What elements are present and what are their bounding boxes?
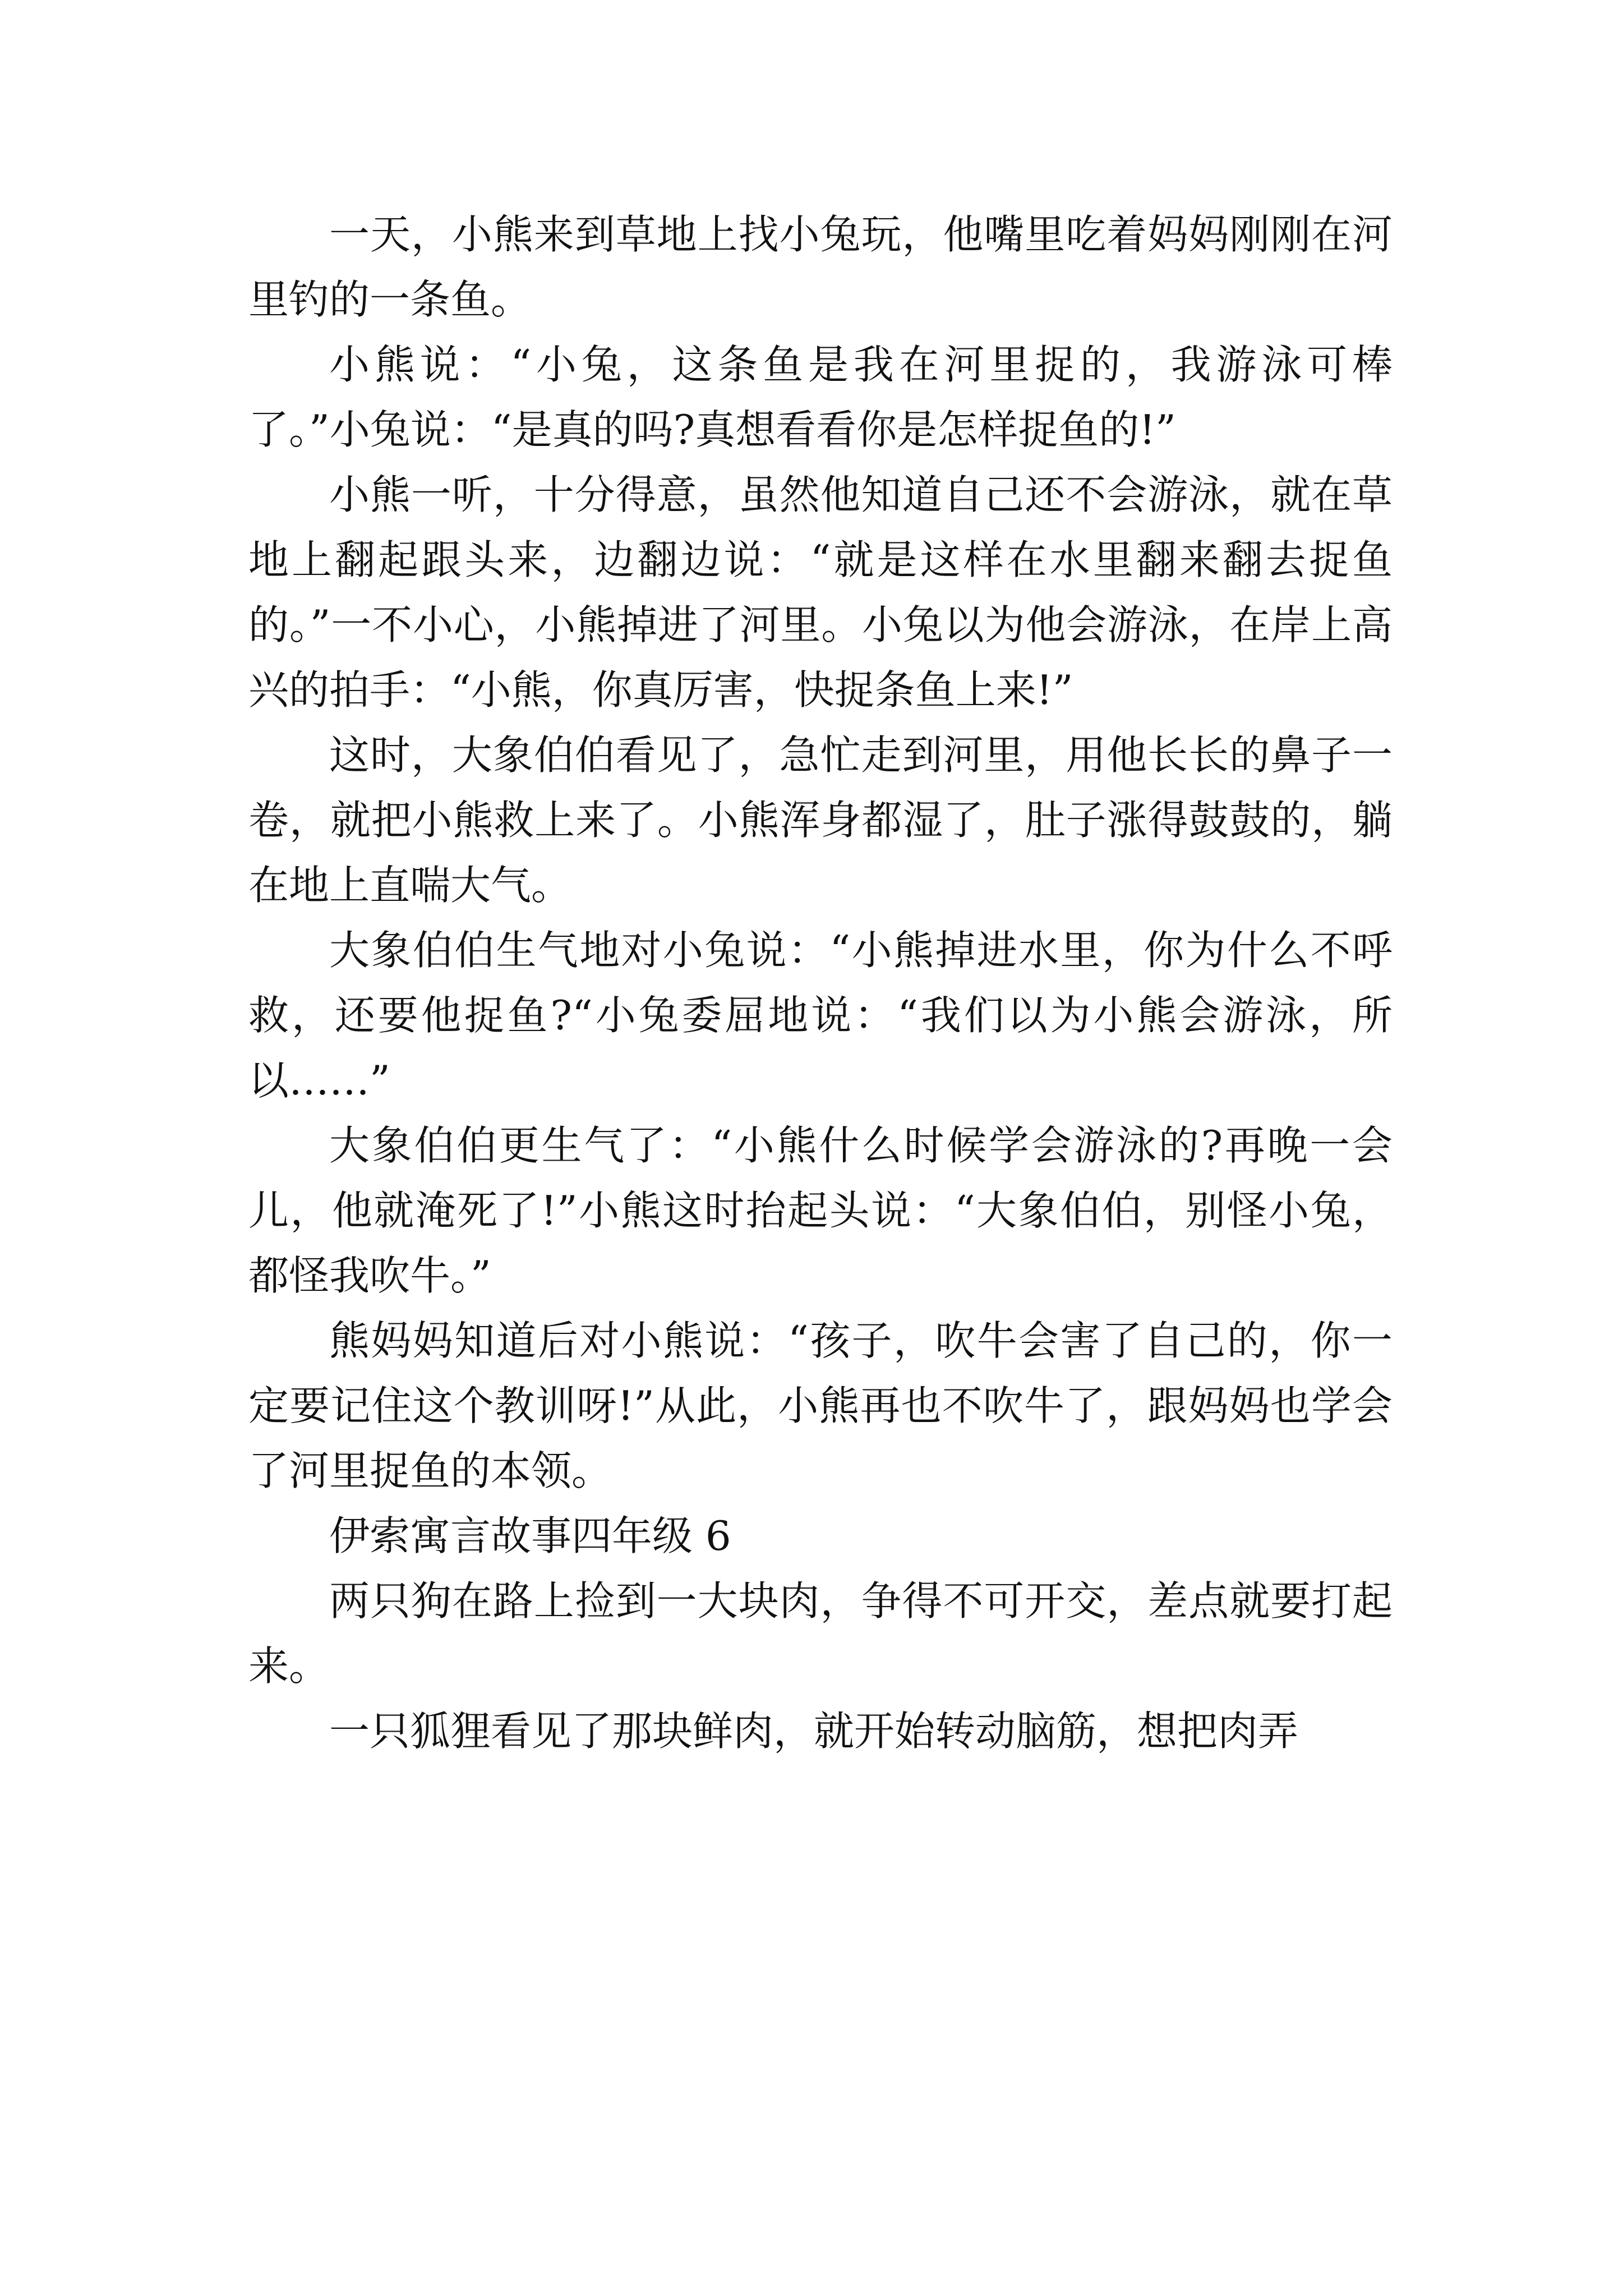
paragraph: 小熊说：“小兔，这条鱼是我在河里捉的，我游泳可棒了。”小兔说：“是真的吗?真想看看你是怎样捉鱼的!” [248,341,1393,453]
paragraph: 一天，小熊来到草地上找小兔玩，他嘴里吃着妈妈刚刚在河里钓的一条鱼。 [248,211,1393,323]
paragraph: 大象伯伯更生气了：“小熊什么时候学会游泳的?再晚一会儿，他就淹死了!”小熊这时抬起头说：“大象伯伯，别怪小兔，都怪我吹牛。” [248,1122,1393,1299]
paragraph: 两只狗在路上捡到一大块肉，争得不可开交，差点就要打起来。 [248,1577,1393,1690]
paragraph: 熊妈妈知道后对小熊说：“孩子，吹牛会害了自己的，你一定要记住这个教训呀!”从此，小熊再也不吹牛了，跟妈妈也学会了河里捉鱼的本领。 [248,1317,1393,1494]
paragraph: 大象伯伯生气地对小兔说：“小熊掉进水里，你为什么不呼救，还要他捉鱼?“小兔委屈地说：“我们以为小熊会游泳，所以……” [248,927,1393,1104]
paragraph: 这时，大象伯伯看见了，急忙走到河里，用他长长的鼻子一卷，就把小熊救上来了。小熊浑身都湿了，肚子涨得鼓鼓的，躺在地上直喘大气。 [248,731,1393,909]
body-text [248,202,1393,1764]
paragraph: 小熊一听，十分得意，虽然他知道自己还不会游泳，就在草地上翻起跟头来，边翻边说：“就是这样在水里翻来翻去捉鱼的。”一不小心，小熊掉进了河里。小兔以为他会游泳，在岸上高兴的拍手：“小熊，你真厉害，快捉条鱼上来!” [248,471,1393,714]
paragraph: 一只狐狸看见了那块鲜肉，就开始转动脑筋，想把肉弄 [329,1708,1299,1755]
section-heading: 伊索寓言故事四年级 6 [329,1512,731,1559]
